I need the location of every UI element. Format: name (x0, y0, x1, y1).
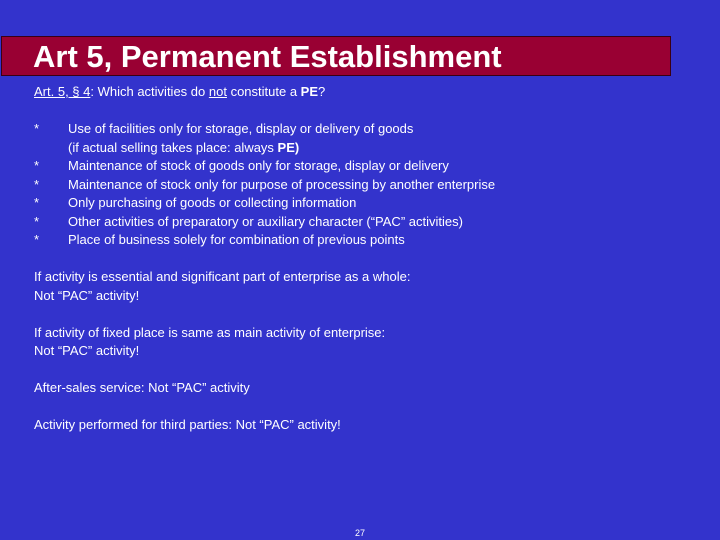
question-text-2: constitute a (226, 84, 301, 99)
bullet-item (34, 176, 694, 195)
bullet-item (34, 157, 694, 176)
rule-condition: If activity of fixed place is same as main activity of enterprise: (34, 324, 386, 340)
bullet-text: Maintenance of stock of goods only for storage, display or delivery (68, 158, 449, 173)
rule-condition: If activity is essential and significant part of enterprise as a whole: (34, 269, 411, 284)
bullet-sub-note (34, 139, 694, 158)
bullet-marker: * (34, 158, 40, 173)
bullet-text: Only purchasing of goods or collecting information (68, 195, 357, 210)
bullet-marker: * (34, 195, 40, 210)
bullet-item (34, 194, 694, 213)
spacer (34, 102, 694, 121)
spacer (34, 250, 694, 269)
spacer (34, 398, 694, 417)
page-number: 27 (354, 528, 365, 538)
bullet-text: Other activities of preparatory or auxiliary character (“PAC” activities) (68, 213, 463, 229)
slide-title: Art 5, Permanent Establishment (33, 39, 502, 74)
rule-result: Not “PAC” activity! (34, 287, 140, 303)
bullet-marker: * (34, 232, 40, 247)
sub-note-bold: PE) (277, 139, 300, 155)
rule-result: Not “PAC” activity! (34, 343, 140, 358)
bullet-marker: * (34, 213, 40, 229)
bullet-text: Use of facilities only for storage, display or delivery of goods (68, 121, 414, 136)
bullet-text: Maintenance of stock only for purpose of processing by another enterprise (68, 176, 496, 192)
bullet-item (34, 120, 694, 139)
after-sales-note: After-sales service: Not “PAC” activity (34, 380, 250, 395)
question-emphasis: not (208, 84, 227, 99)
question-end: ? (318, 84, 326, 99)
spacer (34, 305, 694, 324)
slide-content (34, 83, 694, 435)
question-line (34, 83, 694, 102)
sub-note-text: (if actual selling takes place: always (68, 139, 278, 155)
spacer (34, 361, 694, 380)
bullet-marker: * (34, 121, 40, 136)
bullet-text: Place of business solely for combination of previous points (68, 232, 405, 247)
question-pe: PE (300, 84, 319, 99)
bullet-marker: * (34, 176, 40, 192)
bullet-item (34, 231, 694, 250)
article-reference: Art. 5, § 4 (34, 84, 91, 99)
title-bar (1, 36, 671, 76)
third-parties-note: Activity performed for third parties: Not “PAC” activity! (34, 417, 341, 432)
question-text-1: : Which activities do (90, 84, 209, 99)
bullet-item (34, 213, 694, 232)
